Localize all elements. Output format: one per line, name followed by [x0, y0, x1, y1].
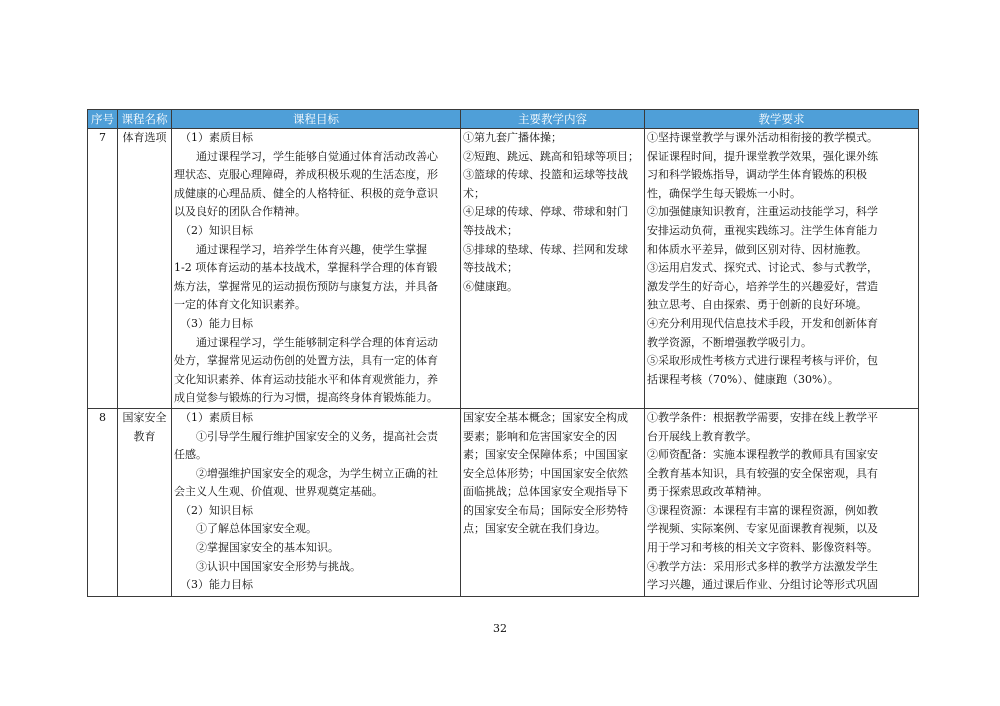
main-content-cell: [461, 129, 645, 409]
row-index: 7: [88, 129, 118, 409]
content-line: 要素；影响和危害国家安全的因: [463, 429, 617, 443]
main-content-cell: [461, 408, 645, 596]
requirement-line: ①教学条件：根据教学需要，安排在线上教学平: [647, 410, 878, 424]
goal-line: （1）素质目标: [180, 131, 253, 144]
goal-line: 理状态、克服心理障碍，养成积极乐观的生活态度，形: [174, 168, 438, 182]
requirement-line: 台开展线上教育教学。: [647, 429, 757, 443]
content-line: 等技战术；: [463, 261, 518, 275]
content-line: 等技战术；: [463, 223, 518, 237]
requirement-line: 学视频、实际案例、专家见面课教育视频，以及: [647, 522, 878, 536]
requirement-line: ②师资配备：实施本课程教学的教师具有国家安: [647, 448, 878, 462]
goal-line: 通过课程学习，培养学生体育兴趣，使学生掌握: [196, 242, 427, 256]
goal-line: （2）知识目标: [180, 223, 253, 237]
requirement-line: ④充分利用现代信息技术手段，开发和创新体育: [647, 316, 878, 330]
row-index: 8: [88, 408, 118, 596]
requirement-line: ②加强健康知识教育，注重运动技能学习，科学: [647, 205, 878, 219]
goal-line: （1）素质目标: [180, 410, 253, 424]
content-line: 素；国家安全保障体系；中国国家: [463, 448, 628, 462]
page-number: 32: [493, 622, 507, 635]
goal-line: 文化知识素养、体育运动技能水平和体育观赏能力，养: [174, 372, 438, 386]
content-line: ④足球的传球、停球、带球和射门: [463, 205, 628, 219]
requirement-line: 激发学生的好奇心，培养学生的兴趣爱好，营造: [647, 279, 878, 293]
table-row: [88, 408, 919, 596]
curriculum-table: [87, 109, 919, 597]
goal-line: 以及良好的团队合作精神。: [174, 205, 306, 219]
goal-line: 1-2 项体育运动的基本技战术，掌握科学合理的体育锻: [174, 261, 438, 275]
goal-line: 炼方法，掌握常见的运动损伤预防与康复方法，并具备: [174, 279, 438, 293]
requirement-line: ③运用启发式、探究式、讨论式、参与式教学，: [647, 261, 878, 275]
requirement-line: 和体质水平差异，做到区别对待、因材施教。: [647, 242, 867, 256]
requirement-line: 保证课程时间，提升课堂教学效果，强化课外练: [647, 149, 878, 163]
requirement-line: 习和科学锻炼指导，调动学生体育锻炼的积极: [647, 168, 867, 182]
goal-line: ①引导学生履行维护国家安全的义务，提高社会责: [196, 429, 438, 443]
goal-line: 处方，掌握常见运动伤创的处置方法，具有一定的体育: [174, 354, 438, 368]
goal-line: 会主义人生观、价值观、世界观奠定基础。: [174, 485, 383, 499]
requirement-line: 学习兴趣，通过课后作业、分组讨论等形式巩固: [647, 578, 878, 592]
requirement-line: 安排运动负荷，重视实践练习。注学生体育能力: [647, 223, 878, 237]
table-row: [88, 129, 919, 409]
content-line: 术；: [463, 186, 485, 200]
requirement-line: 性，确保学生每天锻炼一小时。: [647, 186, 801, 200]
requirement-line: 勇于探索思政改革精神。: [647, 485, 768, 499]
content-line: ⑤排球的垫球、传球、拦网和发球: [463, 242, 628, 256]
course-name: 体育选项: [118, 129, 172, 409]
requirement-line: 教学资源，不断增强教学吸引力。: [647, 335, 812, 349]
goal-line: ①了解总体国家安全观。: [196, 522, 317, 536]
header-course-name: 课程名称: [118, 110, 172, 129]
course-name-line: 教育: [133, 429, 156, 443]
teaching-requirement-cell: [645, 408, 919, 596]
course-goal-cell: [172, 129, 461, 409]
content-line: 点；国家安全就在我们身边。: [463, 522, 606, 536]
requirement-line: 全教育基本知识，具有较强的安全保密观，具有: [647, 466, 878, 480]
goal-line: （3）能力目标: [180, 578, 253, 592]
content-line: ③篮球的传球、投篮和运球等技战: [463, 168, 628, 182]
content-line: ②短跑、跳远、跳高和铅球等项目；: [463, 149, 639, 163]
course-name: [118, 408, 172, 596]
requirement-line: ③课程资源：本课程有丰富的课程资源，例如教: [647, 503, 878, 517]
header-index: 序号: [88, 110, 118, 129]
requirement-line: 独立思考、自由探索、勇于创新的良好环境。: [647, 298, 867, 312]
goal-line: 任感。: [174, 448, 207, 462]
requirement-line: ①坚持课堂教学与课外活动相衔接的教学模式。: [647, 131, 878, 144]
content-line: 国家安全基本概念；国家安全构成: [463, 410, 628, 424]
content-line: 面临挑战；总体国家安全观指导下: [463, 485, 628, 499]
goal-line: 通过课程学习，学生能够自觉通过体育活动改善心: [196, 149, 438, 163]
goal-line: （3）能力目标: [180, 316, 253, 330]
goal-line: 成自觉参与锻炼的行为习惯，提高终身体育锻炼能力。: [174, 391, 438, 405]
content-line: ①第九套广播体操；: [463, 131, 562, 144]
goal-line: ③认识中国国家安全形势与挑战。: [196, 559, 361, 573]
header-course-goal: 课程目标: [172, 110, 461, 129]
content-line: 安全总体形势；中国国家安全依然: [463, 466, 628, 480]
header-teaching-requirement: 教学要求: [645, 110, 919, 129]
requirement-line: ⑤采取形成性考核方式进行课程考核与评价，包: [647, 354, 878, 368]
content-line: ⑥健康跑。: [463, 279, 518, 293]
requirement-line: 用于学习和考核的相关文字资料、影像资料等。: [647, 541, 878, 555]
content-line: 的国家安全布局；国际安全形势特: [463, 503, 628, 517]
goal-line: （2）知识目标: [180, 503, 253, 517]
goal-line: ②增强维护国家安全的观念，为学生树立正确的社: [196, 466, 438, 480]
goal-line: 一定的体育文化知识素养。: [174, 298, 306, 312]
goal-line: 通过课程学习，学生能够制定科学合理的体育运动: [196, 335, 438, 349]
goal-line: 成健康的心理品质、健全的人格特征、积极的竞争意识: [174, 186, 438, 200]
course-goal-cell: [172, 408, 461, 596]
course-name-line: 国家安全: [122, 410, 167, 424]
requirement-line: ④教学方法：采用形式多样的教学方法激发学生: [647, 559, 878, 573]
requirement-line: 括课程考核（70%）、健康跑（30%）。: [647, 372, 839, 386]
header-main-content: 主要教学内容: [461, 110, 645, 129]
teaching-requirement-cell: [645, 129, 919, 409]
goal-line: ②掌握国家安全的基本知识。: [196, 541, 339, 555]
table-header-row: [88, 110, 919, 129]
